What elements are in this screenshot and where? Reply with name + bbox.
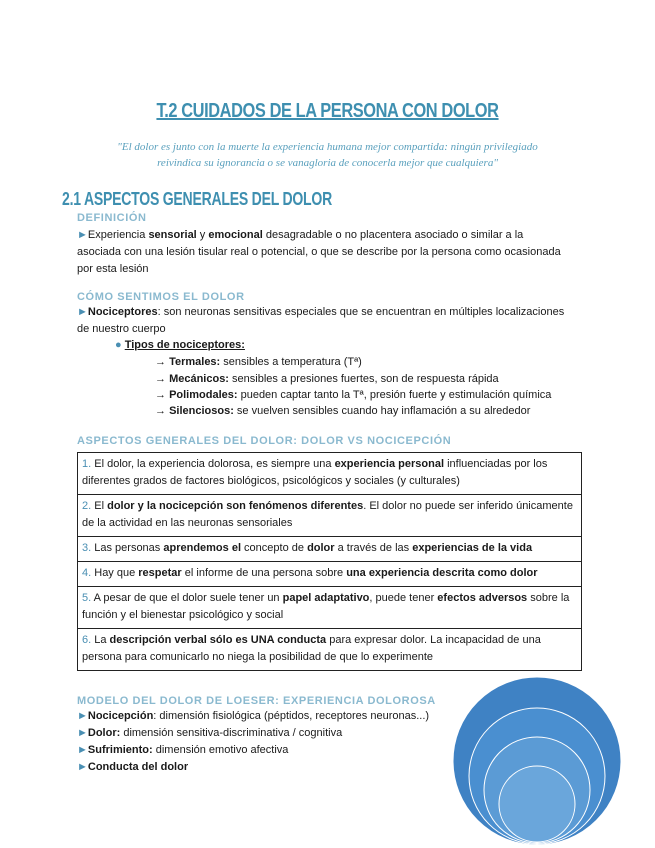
tipo-item: → Polimodales: pueden captar tanto la Tª, presión fuerte y estimulación química <box>155 389 552 401</box>
definicion-heading: DEFINICIÓN <box>77 212 147 224</box>
tipo-item: → Termales: sensibles a temperatura (Tª) <box>155 356 362 368</box>
principle-box-1: 1. El dolor, la experiencia dolorosa, es siempre una experiencia personal influenciadas por los diferentes grados de factores biológicos, psicológicos y sociales (y culturales) <box>78 453 581 495</box>
modelo-item: ►Sufrimiento: dimensión emotivo afectiva <box>77 744 289 756</box>
principle-box-5: 5. A pesar de que el dolor suele tener un papel adaptativo, puede tener efectos adversos sobre la función y el bienestar psicológico y social <box>78 587 581 629</box>
vs-heading: ASPECTOS GENERALES DEL DOLOR: DOLOR VS NOCICEPCIÓN <box>77 435 452 447</box>
tipos-label: ● Tipos de nociceptores: <box>115 339 245 351</box>
bullet-arrow-icon: ► <box>77 229 88 241</box>
bullet-arrow-icon: ► <box>77 744 88 756</box>
modelo-item: ►Nocicepción: dimensión fisiológica (péptidos, receptores neuronas...) <box>77 710 430 722</box>
modelo-heading: MODELO DEL DOLOR DE LOESER: EXPERIENCIA DOLOROSA <box>77 695 436 707</box>
bullet-dot-icon: ● <box>115 339 122 351</box>
quote-line-2: reivindica su ignorancia o se vanagloria de conocerla mejor que cualquiera" <box>157 157 498 169</box>
tipo-item: → Mecánicos: sensibles a presiones fuertes, son de respuesta rápida <box>155 373 499 385</box>
loeser-circles-diagram <box>452 676 622 846</box>
bullet-arrow-icon: ► <box>77 306 88 318</box>
circle-nocicepcion <box>499 766 575 842</box>
bullet-arrow-icon: ► <box>77 710 88 722</box>
section-title: 2.1 ASPECTOS GENERALES DEL DOLOR <box>62 189 332 209</box>
modelo-item: ►Conducta del dolor <box>77 761 189 773</box>
principle-box-6: 6. La descripción verbal sólo es UNA conducta para expresar dolor. La incapacidad de una persona para comunicarlo no niega la posibilidad de que lo experimente <box>82 634 541 663</box>
principle-box-4: 4. Hay que respetar el informe de una persona sobre una experiencia descrita como dolor <box>78 562 581 587</box>
bullet-arrow-icon: ► <box>77 761 88 773</box>
modelo-item: ►Dolor: dimensión sensitiva-discriminativa / cognitiva <box>77 727 343 739</box>
principles-table <box>77 452 582 671</box>
principle-box-2: 2. El dolor y la nocicepción son fenómenos diferentes. El dolor no puede ser inferido únicamente de la actividad en las neuronas sensoriales <box>78 495 581 537</box>
page-title: T.2 CUIDADOS DE LA PERSONA CON DOLOR <box>156 100 499 122</box>
principle-box-3: 3. Las personas aprendemos el concepto de dolor a través de las experiencias de la vida <box>78 537 581 562</box>
bullet-arrow-icon: ► <box>77 727 88 739</box>
quote-line-1: "El dolor es junto con la muerte la experiencia humana mejor compartida: ningún privilegiado <box>117 141 538 153</box>
quote <box>70 139 585 171</box>
definicion-text: ►Experiencia sensorial y emocional desagradable o no placentera asociado o similar a la asociada con una lesión tisular real o potencial, o que se describe por la persona como ocasionada por esta lesión <box>77 229 561 275</box>
modelo-list <box>77 708 429 776</box>
nociceptores-text: ►Nociceptores: son neuronas sensitivas especiales que se encuentran en múltiples localizaciones de nuestro cuerpo <box>77 306 565 335</box>
como-heading: CÓMO SENTIMOS EL DOLOR <box>77 291 245 303</box>
tipo-item: → Silenciosos: se vuelven sensibles cuando hay inflamación a su alrededor <box>155 405 531 417</box>
